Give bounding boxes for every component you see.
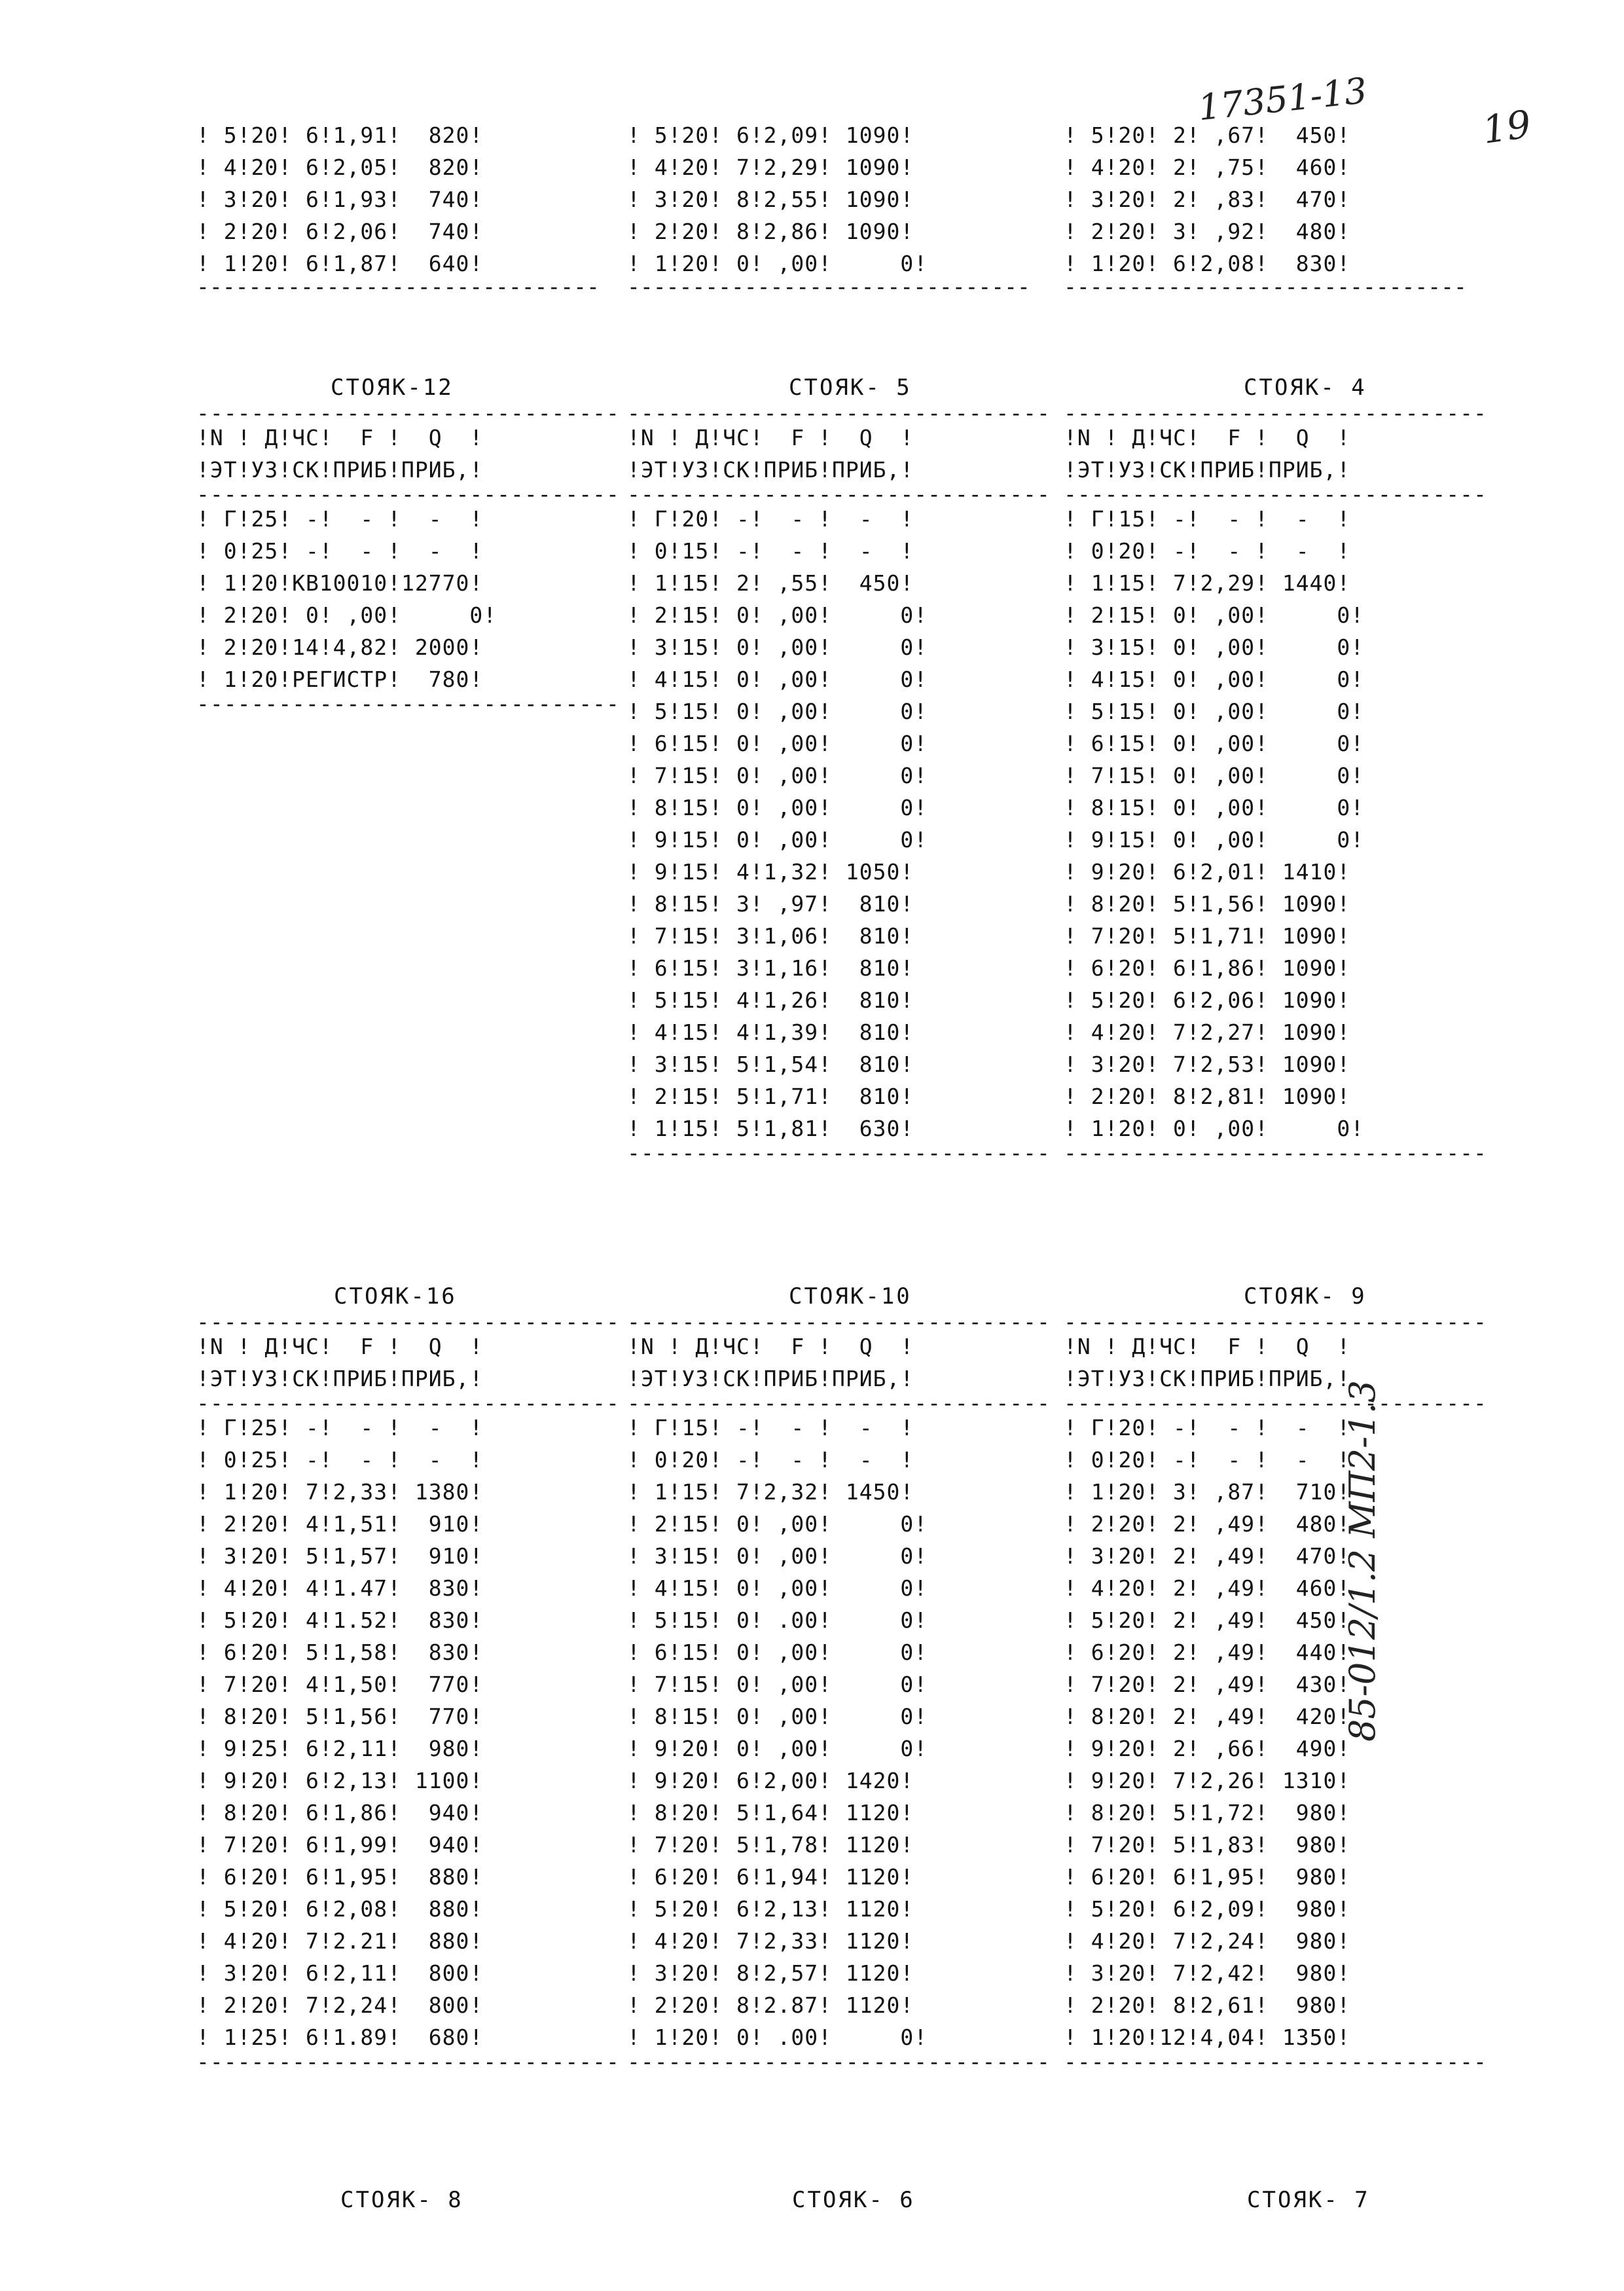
stoyak-10-title: СТОЯК-10 <box>789 1283 912 1310</box>
table-row: ! 3!20! 5!1,57! 910! <box>196 1543 484 1569</box>
stoyak-16-title: СТОЯК-16 <box>334 1283 457 1310</box>
table-row: ! 2!20! 4!1,51! 910! <box>196 1511 484 1537</box>
table-row: ! 3!20! 2! ,83! 470! <box>1064 187 1351 212</box>
stoyak-9-title: СТОЯК- 9 <box>1244 1283 1367 1310</box>
table-body <box>1064 1412 1487 2053</box>
stoyak-5-table <box>627 405 1051 1162</box>
table-row: ! 9!15! 0! ,00! 0! <box>627 827 928 852</box>
table-row: ! 5!20! 2! ,67! 450! <box>1064 122 1351 148</box>
table-rule: ------------------------------- <box>627 1313 1051 1330</box>
table-rule: ------------------------------- <box>1064 1145 1487 1162</box>
table-row: ! 5!15! 0! ,00! 0! <box>1064 699 1365 724</box>
table-row: ! 6!20! 6!1,86! 1090! <box>1064 955 1351 981</box>
table-rule: ------------------------------- <box>627 2053 1051 2070</box>
header-line-1: !N ! Д!ЧС! F ! Q ! <box>627 425 914 450</box>
table-row: ! 9!25! 6!2,11! 980! <box>196 1736 484 1761</box>
table-row: ! 3!20! 8!2,55! 1090! <box>627 187 914 212</box>
table-row: ! 5!20! 6!2,06! 1090! <box>1064 987 1351 1013</box>
table-row: ! 6!20! 6!1,94! 1120! <box>627 1864 914 1890</box>
table-row: ! 5!20! 2! ,49! 450! <box>1064 1607 1351 1633</box>
table-row: ! 2!20! 8!2,61! 980! <box>1064 1992 1351 2018</box>
table-row: ! 8!20! 2! ,49! 420! <box>1064 1704 1351 1729</box>
table-row: ! 4!20! 7!2,33! 1120! <box>627 1928 914 1954</box>
table-row: ! 1!15! 7!2,32! 1450! <box>627 1479 914 1505</box>
stoyak-12-title: СТОЯК-12 <box>331 375 454 401</box>
table-row: ! 7!15! 0! ,00! 0! <box>1064 763 1365 788</box>
table-row: ! 0!25! -! - ! - ! <box>196 538 484 564</box>
header-line-2: !ЭТ!УЗ!СК!ПРИБ!ПРИБ,! <box>627 1366 914 1391</box>
table-row: ! 1!20! 6!1,87! 640! <box>196 251 484 276</box>
table-row: ! 2!20! 8!2,81! 1090! <box>1064 1084 1351 1109</box>
table-row: ! 5!20! 6!2,09! 1090! <box>627 122 914 148</box>
table-rule: ------------------------------- <box>1064 2053 1487 2070</box>
table-row: ! 7!15! 3!1,06! 810! <box>627 923 914 949</box>
table-rule: ------------------------------- <box>627 405 1051 422</box>
table-row: ! 1!20!РЕГИСТР! 780! <box>196 667 484 692</box>
table-row: ! 2!20! 6!2,06! 740! <box>196 219 484 244</box>
table-row: ! 1!20!КВ10010!12770! <box>196 570 484 596</box>
table-rule: ------------------------------- <box>1064 486 1487 503</box>
header-line-2: !ЭТ!УЗ!СК!ПРИБ!ПРИБ,! <box>627 457 914 483</box>
table-row: ! 7!20! 2! ,49! 430! <box>1064 1672 1351 1697</box>
table-rule: ------------------------------- <box>196 1395 620 1412</box>
stoyak-10-table <box>627 1313 1051 2070</box>
table-row: ! 9!15! 4!1,32! 1050! <box>627 859 914 885</box>
top-table-col3 <box>1064 119 1350 280</box>
table-row: ! 3!20! 2! ,49! 470! <box>1064 1543 1351 1569</box>
table-row: ! 2!15! 5!1,71! 810! <box>627 1084 914 1109</box>
table-row: ! 8!15! 0! ,00! 0! <box>627 795 928 820</box>
table-row: ! 7!15! 0! ,00! 0! <box>627 763 928 788</box>
table-row: ! 0!25! -! - ! - ! <box>196 1447 484 1473</box>
table-row: ! 6!20! 5!1,58! 830! <box>196 1640 484 1665</box>
header-line-2: !ЭТ!УЗ!СК!ПРИБ!ПРИБ,! <box>196 457 484 483</box>
table-row: ! 6!15! 3!1,16! 810! <box>627 955 914 981</box>
table-row: ! 9!20! 6!2,01! 1410! <box>1064 859 1351 885</box>
stoyak-12-table <box>196 405 620 712</box>
table-rule: ------------------------------- <box>196 486 620 503</box>
top-table-col2-rule: ------------------------------- <box>627 278 1030 295</box>
table-row: ! 3!20! 6!1,93! 740! <box>196 187 484 212</box>
table-row: ! 4!20! 7!2.21! 880! <box>196 1928 484 1954</box>
table-row: ! 4!20! 2! ,49! 460! <box>1064 1575 1351 1601</box>
header-line-2: !ЭТ!УЗ!СК!ПРИБ!ПРИБ,! <box>196 1366 484 1391</box>
table-rule: ------------------------------- <box>1064 1395 1487 1412</box>
table-row: ! 2!15! 0! ,00! 0! <box>627 1511 928 1537</box>
header-line-2: !ЭТ!УЗ!СК!ПРИБ!ПРИБ,! <box>1064 457 1351 483</box>
table-row: ! Г!15! -! - ! - ! <box>1064 506 1351 532</box>
table-row: ! 2!15! 0! ,00! 0! <box>1064 602 1365 628</box>
header-line-2: !ЭТ!УЗ!СК!ПРИБ!ПРИБ,! <box>1064 1366 1351 1391</box>
table-row: ! 8!15! 3! ,97! 810! <box>627 891 914 917</box>
table-row: ! 0!15! -! - ! - ! <box>627 538 914 564</box>
page-number-annotation: 19 <box>1479 101 1534 153</box>
table-row: ! 4!20! 7!2,29! 1090! <box>627 155 914 180</box>
table-row: ! 2!20! 2! ,49! 480! <box>1064 1511 1351 1537</box>
table-row: ! 0!20! -! - ! - ! <box>1064 538 1351 564</box>
stoyak-4-title: СТОЯК- 4 <box>1244 375 1367 401</box>
table-row: ! Г!25! -! - ! - ! <box>196 1415 484 1440</box>
table-row: ! 3!20! 7!2,42! 980! <box>1064 1960 1351 1986</box>
table-row: ! 9!20! 6!2,00! 1420! <box>627 1768 914 1793</box>
stoyak-9-table <box>1064 1313 1487 2070</box>
table-row: ! Г!25! -! - ! - ! <box>196 506 484 532</box>
table-row: ! 4!20! 7!2,24! 980! <box>1064 1928 1351 1954</box>
table-row: ! 4!20! 7!2,27! 1090! <box>1064 1019 1351 1045</box>
table-row: ! 8!15! 0! ,00! 0! <box>627 1704 928 1729</box>
table-row: ! 3!15! 0! ,00! 0! <box>1064 634 1365 660</box>
table-row: ! 4!15! 0! ,00! 0! <box>627 1575 928 1601</box>
table-row: ! 4!20! 2! ,75! 460! <box>1064 155 1351 180</box>
table-row: ! 1!20!12!4,04! 1350! <box>1064 2025 1351 2050</box>
table-row: ! 7!20! 5!1,78! 1120! <box>627 1832 914 1858</box>
table-body <box>627 1412 1051 2053</box>
header-line-1: !N ! Д!ЧС! F ! Q ! <box>1064 425 1351 450</box>
table-row: ! 3!20! 7!2,53! 1090! <box>1064 1052 1351 1077</box>
table-row: ! 5!15! 0! .00! 0! <box>627 1607 928 1633</box>
table-row: ! 1!20! 0! ,00! 0! <box>627 251 928 276</box>
table-row: ! 4!20! 6!2,05! 820! <box>196 155 484 180</box>
table-row: ! 2!20! 7!2,24! 800! <box>196 1992 484 2018</box>
table-row: ! 6!15! 0! ,00! 0! <box>627 1640 928 1665</box>
table-rule: ------------------------------- <box>627 486 1051 503</box>
stoyak-8-title: СТОЯК- 8 <box>340 2187 463 2213</box>
table-row: ! 8!20! 5!1,56! 770! <box>196 1704 484 1729</box>
table-row: ! 3!15! 0! ,00! 0! <box>627 634 928 660</box>
stoyak-7-title: СТОЯК- 7 <box>1247 2187 1370 2213</box>
table-row: ! 6!20! 6!1,95! 880! <box>196 1864 484 1890</box>
table-row: ! 3!15! 0! ,00! 0! <box>627 1543 928 1569</box>
table-row: ! 8!20! 5!1,56! 1090! <box>1064 891 1351 917</box>
table-body <box>627 503 1051 1145</box>
table-row: ! 6!15! 0! ,00! 0! <box>1064 731 1365 756</box>
table-row: ! 9!20! 2! ,66! 490! <box>1064 1736 1351 1761</box>
table-row: ! 1!20! 7!2,33! 1380! <box>196 1479 484 1505</box>
table-row: ! 0!20! -! - ! - ! <box>627 1447 914 1473</box>
top-table-col2 <box>627 119 928 280</box>
table-body <box>1064 503 1487 1145</box>
stoyak-6-title: СТОЯК- 6 <box>792 2187 915 2213</box>
table-body <box>196 503 620 695</box>
table-rule: ------------------------------- <box>1064 1313 1487 1330</box>
table-row: ! 9!15! 0! ,00! 0! <box>1064 827 1365 852</box>
table-rule: ------------------------------- <box>196 695 620 712</box>
table-row: ! Г!20! -! - ! - ! <box>1064 1415 1351 1440</box>
table-row: ! 4!15! 0! ,00! 0! <box>1064 667 1365 692</box>
stoyak-5-title: СТОЯК- 5 <box>789 375 912 401</box>
table-rule: ------------------------------- <box>196 2053 620 2070</box>
table-row: ! 7!20! 6!1,99! 940! <box>196 1832 484 1858</box>
table-row: ! 9!20! 7!2,26! 1310! <box>1064 1768 1351 1793</box>
table-row: ! 1!15! 2! ,55! 450! <box>627 570 914 596</box>
table-row: ! 3!20! 6!2,11! 800! <box>196 1960 484 1986</box>
table-row: ! 2!20!14!4,82! 2000! <box>196 634 484 660</box>
table-row: ! 2!20! 3! ,92! 480! <box>1064 219 1351 244</box>
header-line-1: !N ! Д!ЧС! F ! Q ! <box>1064 1334 1351 1359</box>
table-row: ! 6!20! 6!1,95! 980! <box>1064 1864 1351 1890</box>
stoyak-16-table <box>196 1313 620 2070</box>
table-row: ! 3!15! 5!1,54! 810! <box>627 1052 914 1077</box>
side-code-annotation: 85-012/1.2 МП2-1.3 <box>1342 1380 1383 1742</box>
table-rule: ------------------------------- <box>627 1395 1051 1412</box>
table-rule: ------------------------------- <box>627 1145 1051 1162</box>
table-row: ! 8!20! 5!1,72! 980! <box>1064 1800 1351 1825</box>
table-row: ! 3!20! 8!2,57! 1120! <box>627 1960 914 1986</box>
table-row: ! 1!15! 5!1,81! 630! <box>627 1116 914 1141</box>
table-row: ! 2!15! 0! ,00! 0! <box>627 602 928 628</box>
table-row: ! 4!15! 0! ,00! 0! <box>627 667 928 692</box>
table-row: ! 2!20! 0! ,00! 0! <box>196 602 497 628</box>
table-row: ! 5!20! 6!2,08! 880! <box>196 1896 484 1922</box>
stoyak-4-table <box>1064 405 1487 1162</box>
table-row: ! 0!20! -! - ! - ! <box>1064 1447 1351 1473</box>
table-row: ! 4!15! 4!1,39! 810! <box>627 1019 914 1045</box>
table-row: ! 8!15! 0! ,00! 0! <box>1064 795 1365 820</box>
table-row: ! 5!20! 6!2,09! 980! <box>1064 1896 1351 1922</box>
table-row: ! 9!20! 0! ,00! 0! <box>627 1736 928 1761</box>
table-row: ! 8!20! 5!1,64! 1120! <box>627 1800 914 1825</box>
header-line-1: !N ! Д!ЧС! F ! Q ! <box>627 1334 914 1359</box>
table-row: ! 2!20! 8!2.87! 1120! <box>627 1992 914 2018</box>
header-line-1: !N ! Д!ЧС! F ! Q ! <box>196 1334 484 1359</box>
table-row: ! 1!20! 0! .00! 0! <box>627 2025 928 2050</box>
table-row: ! 2!20! 8!2,86! 1090! <box>627 219 914 244</box>
table-row: ! 1!15! 7!2,29! 1440! <box>1064 570 1351 596</box>
table-row: ! 5!15! 0! ,00! 0! <box>627 699 928 724</box>
top-table-col1 <box>196 119 483 280</box>
table-row: ! 1!20! 0! ,00! 0! <box>1064 1116 1365 1141</box>
table-row: ! 1!20! 6!2,08! 830! <box>1064 251 1351 276</box>
table-rule: ------------------------------- <box>1064 405 1487 422</box>
table-row: ! 1!20! 3! ,87! 710! <box>1064 1479 1351 1505</box>
table-row: ! 6!15! 0! ,00! 0! <box>627 731 928 756</box>
table-row: ! 5!20! 4!1.52! 830! <box>196 1607 484 1633</box>
table-body <box>196 1412 620 2053</box>
top-table-col1-rule: ------------------------------- <box>196 278 600 295</box>
table-row: ! Г!20! -! - ! - ! <box>627 506 914 532</box>
table-row: ! 1!25! 6!1.89! 680! <box>196 2025 484 2050</box>
header-line-1: !N ! Д!ЧС! F ! Q ! <box>196 425 484 450</box>
table-row: ! Г!15! -! - ! - ! <box>627 1415 914 1440</box>
table-row: ! 7!20! 5!1,83! 980! <box>1064 1832 1351 1858</box>
table-row: ! 5!20! 6!1,91! 820! <box>196 122 484 148</box>
table-row: ! 5!20! 6!2,13! 1120! <box>627 1896 914 1922</box>
table-rule: ------------------------------- <box>196 405 620 422</box>
table-row: ! 6!20! 2! ,49! 440! <box>1064 1640 1351 1665</box>
table-row: ! 7!15! 0! ,00! 0! <box>627 1672 928 1697</box>
table-row: ! 5!15! 4!1,26! 810! <box>627 987 914 1013</box>
table-row: ! 7!20! 5!1,71! 1090! <box>1064 923 1351 949</box>
table-row: ! 4!20! 4!1.47! 830! <box>196 1575 484 1601</box>
table-row: ! 8!20! 6!1,86! 940! <box>196 1800 484 1825</box>
table-rule: ------------------------------- <box>196 1313 620 1330</box>
table-row: ! 9!20! 6!2,13! 1100! <box>196 1768 484 1793</box>
document-number-annotation: 17351-13 <box>1196 69 1369 129</box>
top-table-col3-rule: ------------------------------- <box>1064 278 1467 295</box>
table-row: ! 7!20! 4!1,50! 770! <box>196 1672 484 1697</box>
